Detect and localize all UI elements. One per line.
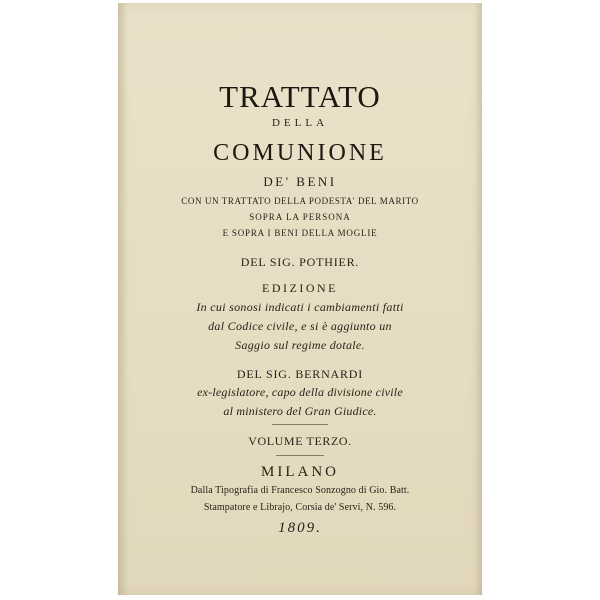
editor-line: DEL SIG. BERNARDI bbox=[236, 367, 364, 381]
edition-note-line-2: dal Codice civile, e si è aggiunto un bbox=[208, 319, 392, 333]
subtitle-line-1: CON UN TRATTATO DELLA PODESTA' DEL MARITO bbox=[181, 196, 419, 206]
separator-rule bbox=[272, 424, 328, 425]
editor-title-line-1: ex-legislatore, capo della divisione civile bbox=[197, 385, 403, 399]
author-line: DEL SIG. POTHIER. bbox=[240, 255, 360, 269]
title-connector: DELLA bbox=[271, 117, 329, 129]
subtitle-line-2: SOPRA LA PERSONA bbox=[249, 212, 351, 222]
book-title: TRATTATO bbox=[219, 79, 381, 114]
edition-note-line-3: Saggio sul regime dotale. bbox=[235, 338, 365, 352]
title-page bbox=[118, 3, 482, 595]
subtitle-line-3: E SOPRA I BENI DELLA MOGLIE bbox=[222, 228, 378, 238]
imprint-city: MILANO bbox=[261, 464, 339, 480]
book-subject-continuation: DE' BENI bbox=[263, 174, 337, 189]
imprint-year: 1809. bbox=[278, 520, 322, 536]
book-subject: COMUNIONE bbox=[213, 140, 387, 166]
separator-rule bbox=[276, 455, 324, 456]
imprint-printer-line-1: Dalla Tipografia di Francesco Sonzogno di Gio. Batt. bbox=[190, 485, 410, 496]
volume-label: VOLUME TERZO. bbox=[248, 434, 352, 448]
editor-title-line-2: al ministero del Gran Giudice. bbox=[223, 404, 377, 418]
imprint-printer-line-2: Stampatore e Librajo, Corsia de' Servi, N. 596. bbox=[203, 502, 397, 513]
edition-note-line-1: In cui sonosi indicati i cambiamenti fatti bbox=[196, 300, 404, 314]
edition-heading: EDIZIONE bbox=[262, 281, 338, 295]
